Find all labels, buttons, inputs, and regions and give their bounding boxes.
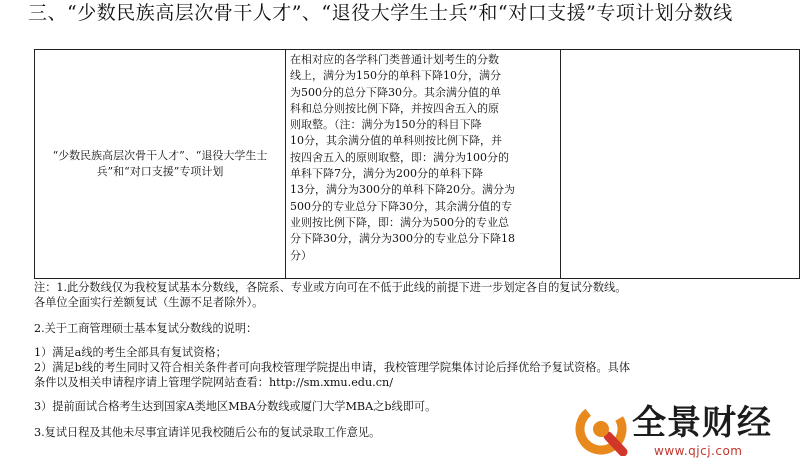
rule-line: 10分，其余满分值的单科则按比例下降，并 — [290, 134, 502, 148]
rule-line: 按四舍五入的原则取整，即：满分为100分的 — [290, 150, 509, 164]
note-2-item-3: 3）提前面试合格考生达到国家A类地区MBA分数线或厦门大学MBA之b线即可。 — [34, 400, 437, 413]
table-row — [35, 50, 800, 279]
note-2-title: 2.关于工商管理硕士基本复试分数线的说明： — [34, 322, 258, 335]
plan-category-cell: “少数民族高层次骨干人才”、“退役大学生士兵”和“对口支援”专项计划 — [35, 50, 286, 279]
note-3: 3.复试日程及其他未尽事宜请详见我校随后公布的复试录取工作意见。 — [34, 426, 381, 439]
rule-line: 13分，满分为300分的单科下降20分。满分为 — [290, 183, 515, 197]
qjcj-logo-icon — [574, 402, 628, 456]
rule-line: 在相对应的各学科门类普通计划考生的分数 — [290, 53, 499, 66]
note-2-item-2-line-2: 条件以及相关申请程序请上管理学院网站查看：http://sm.xmu.edu.cn/ — [34, 376, 393, 389]
plan-rule-cell — [286, 50, 561, 279]
special-plan-table — [34, 49, 800, 279]
rule-line: 线上，满分为150分的单科下降10分，满分 — [290, 69, 501, 83]
watermark-url: www.qjcj.com — [654, 444, 743, 458]
rule-line: 业则按比例下降，即：满分为500分的专业总 — [290, 215, 509, 229]
rule-line: 科和总分则按比例下降，并按四舍五入的原 — [290, 101, 499, 115]
rule-line: 单科下降7分，满分为200分的单科下降 — [290, 167, 483, 181]
rule-line: 500分的专业总分下降30分，其余满分值的专 — [290, 199, 512, 213]
rule-line: 分下降30分，满分为300分的专业总分下降18 — [290, 232, 515, 246]
rule-line: 分） — [290, 248, 312, 262]
watermark-brand: 全景财经 — [632, 403, 772, 443]
note-1-line-2: 各单位全面实行差额复试（生源不足者除外）。 — [34, 296, 264, 309]
note-2-item-1: 1）满足a线的考生全部具有复试资格； — [34, 346, 227, 359]
watermark — [570, 400, 794, 466]
empty-cell — [561, 50, 800, 279]
rule-line: 为500分的总分下降30分。其余满分值的单 — [290, 85, 501, 99]
note-1-line-1: 注：1.此分数线仅为我校复试基本分数线，各院系、专业或方向可在不低于此线的前提下进一步划定各自的复试分数线。 — [34, 281, 627, 294]
rule-line: 则取整。（注：满分为150分的科目下降 — [290, 118, 482, 132]
section-heading: 三、“少数民族高层次骨干人才”、“退役大学生士兵”和“对口支援”专项计划分数线 — [28, 2, 733, 24]
note-2-item-2-line-1: 2）满足b线的考生同时又符合相关条件者可向我校管理学院提出申请，我校管理学院集体讨论后择优给予复试资格。具体 — [34, 361, 631, 374]
